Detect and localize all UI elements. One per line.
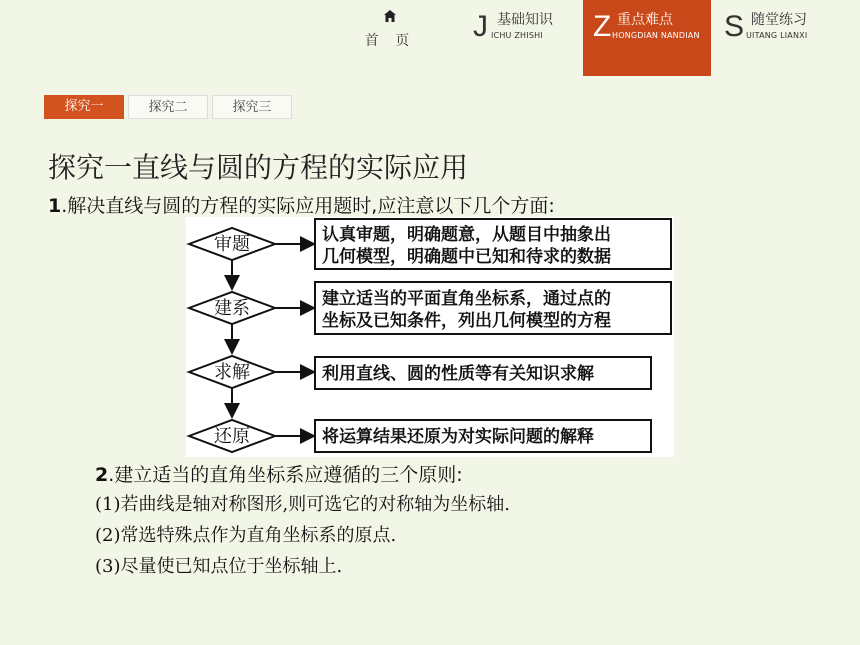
point-2 <box>95 460 463 487</box>
nav-zhongdian-label: 重点难点 <box>617 12 673 28</box>
tab-tanjiu-1[interactable]: 探究一 <box>44 95 124 119</box>
nav-zhongdian-letter: Z <box>593 10 612 43</box>
nav-suitang-pinyin: UITANG LIANXI <box>746 31 808 40</box>
step-4-desc-line-1: 将运算结果还原为对实际问题的解释 <box>322 427 594 447</box>
principle-3: (3)尽量使已知点位于坐标轴上. <box>95 556 343 577</box>
home-icon <box>384 10 396 22</box>
step-4-label: 还原 <box>214 426 250 447</box>
step-2-label: 建系 <box>214 298 250 319</box>
tab-tanjiu-2[interactable]: 探究二 <box>128 95 208 119</box>
principle-2: (2)常选特殊点作为直角坐标系的原点. <box>95 525 397 546</box>
step-1-label: 审题 <box>214 234 250 255</box>
home-nav-button[interactable] <box>358 0 422 76</box>
step-3-desc-line-1: 利用直线、圆的性质等有关知识求解 <box>322 364 594 384</box>
step-1-desc-line-2: 几何模型，明确题中已知和待求的数据 <box>322 247 611 267</box>
page-title: 探究一直线与圆的方程的实际应用 <box>48 151 469 184</box>
nav-jichu-letter: J <box>473 10 488 43</box>
tab-tanjiu-3[interactable]: 探究三 <box>212 95 292 119</box>
principle-1: (1)若曲线是轴对称图形,则可选它的对称轴为坐标轴. <box>95 494 510 515</box>
nav-suitang-letter: S <box>724 10 745 43</box>
home-label: 首 页 <box>364 33 416 49</box>
point-2-text: .建立适当的直角坐标系应遵循的三个原则: <box>108 464 463 486</box>
nav-zhongdian-nandian[interactable] <box>583 0 711 76</box>
nav-suitang-lianxi[interactable] <box>724 0 834 76</box>
point-1-number: 1 <box>48 195 62 217</box>
step-2-desc-line-2: 坐标及已知条件，列出几何模型的方程 <box>322 311 611 331</box>
top-navigation <box>0 0 860 80</box>
point-1-text: .解决直线与圆的方程的实际应用题时,应注意以下几个方面: <box>61 195 555 217</box>
nav-jichu-label: 基础知识 <box>497 12 553 28</box>
point-1 <box>48 191 555 218</box>
step-1-desc-line-1: 认真审题，明确题意，从题目中抽象出 <box>322 225 611 245</box>
flowchart <box>186 217 674 457</box>
nav-jichu-zhishi[interactable] <box>473 0 583 76</box>
nav-suitang-label: 随堂练习 <box>751 12 807 28</box>
step-3-label: 求解 <box>214 362 250 383</box>
point-2-number: 2 <box>95 464 109 486</box>
nav-zhongdian-pinyin: HONGDIAN NANDIAN <box>612 31 700 40</box>
nav-jichu-pinyin: ICHU ZHISHI <box>491 31 543 40</box>
step-2-desc-line-1: 建立适当的平面直角坐标系，通过点的 <box>322 289 611 309</box>
